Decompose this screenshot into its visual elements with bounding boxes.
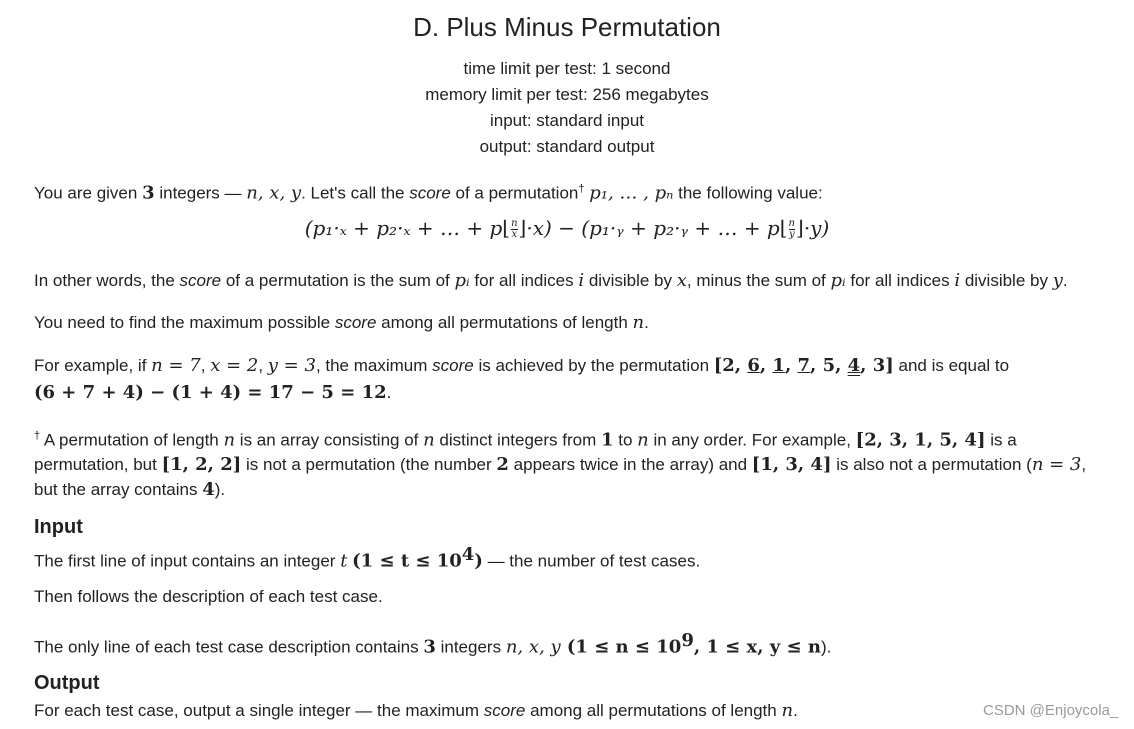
math-array: [2, 3, 1, 5, 4] — [855, 429, 986, 451]
text: for all indices — [845, 271, 955, 290]
math-permutation: p₁, … , pₙ — [589, 182, 674, 204]
text: For example, if — [34, 356, 152, 375]
perm-element: 3 — [872, 355, 886, 376]
math-range: , 1 ≤ x, y ≤ n — [693, 636, 821, 658]
output-line-1 — [34, 698, 954, 723]
text: , minus the sum of — [686, 271, 831, 290]
text: is a permutation, but — [34, 430, 1017, 475]
math-var: n — [632, 312, 645, 333]
score-term: score — [409, 183, 451, 203]
math-expr: x = 2 — [210, 355, 259, 376]
math-number: 2 — [496, 454, 509, 476]
text: You need to find the maximum possible — [34, 313, 335, 332]
formula-minus: − — [551, 216, 582, 240]
floor-fraction: ⌊ $\frac{n}{x}$ ⌋ — [502, 216, 527, 240]
text: . — [1062, 271, 1068, 290]
math-var: pᵢ — [830, 270, 846, 291]
statement-paragraph-3 — [34, 310, 1114, 335]
input-heading: Input — [34, 516, 83, 538]
math-number: 3 — [423, 636, 436, 658]
footnote-mark: † — [578, 183, 585, 195]
formula-left-end: ·x) — [526, 216, 552, 240]
math-range: (1 ≤ t ≤ 10 — [352, 550, 462, 572]
text: ). — [820, 637, 832, 657]
text: distinct integers from — [434, 430, 601, 450]
text: . — [793, 701, 798, 720]
text: The first line of input contains an integer — [34, 551, 341, 571]
text: to — [613, 430, 638, 450]
text: among all permutations of length — [525, 701, 782, 720]
text: You are given — [34, 183, 143, 203]
footnote-mark: † — [34, 430, 41, 442]
math-var: pᵢ — [454, 270, 470, 291]
math-number: 1 — [600, 429, 614, 451]
math-var: i — [578, 270, 585, 291]
text: is an array consisting of — [235, 430, 424, 450]
footnote — [34, 424, 1114, 502]
math-var: y — [1052, 270, 1063, 291]
math-array: [1, 2, 2] — [161, 454, 242, 476]
perm-element: 4 — [847, 355, 861, 376]
example-permutation: [2, 6, 1, 7, 5, 4, 3] — [713, 355, 894, 376]
text: appears twice in the array) and — [508, 455, 752, 475]
example-calculation: (6 + 7 + 4) − (1 + 4) = 17 − 5 = 12 — [34, 382, 387, 403]
math-var: t — [340, 550, 348, 572]
math-var: n — [223, 429, 236, 451]
math-expr: n = 7 — [151, 355, 201, 376]
text: is also not a permutation ( — [831, 455, 1032, 475]
statement-example: For example, if n = 7, x = 2, y = 3, the maximum score is achieved by the permutation [2, 6, 1, 7, 5, 4, 3] and is equal to (6 + 7 + 4) − (1 + 4) = 17 − 5 = 12. — [34, 355, 1010, 403]
text: and is equal to — [893, 356, 1010, 375]
formula-right: (p₁·ᵧ + p₂·ᵧ + … + p — [581, 216, 780, 240]
frac-numerator: n — [788, 218, 795, 229]
text: is achieved by the permutation — [473, 356, 714, 375]
input-line-2: Then follows the description of each test case. — [34, 587, 383, 606]
frac-denominator: x — [511, 229, 518, 240]
math-vars: n, x, y — [505, 636, 561, 658]
frac-numerator: n — [511, 218, 518, 229]
math-close: ) — [474, 550, 483, 572]
math-expr: n = 3 — [1031, 454, 1082, 476]
frac-denominator: y — [788, 229, 795, 240]
text: integers — [435, 637, 506, 657]
watermark: CSDN @Enjoycola_ — [983, 702, 1119, 719]
perm-element: 7 — [797, 355, 811, 376]
math-var: n — [637, 429, 649, 451]
text: ). — [214, 479, 226, 499]
text: — the number of test cases. — [482, 551, 701, 571]
text: , but the array contains — [34, 455, 1087, 499]
math-var: n — [423, 429, 435, 451]
math-vars: n, x, y — [246, 182, 302, 204]
text: is not a permutation (the number — [241, 455, 497, 475]
math-exponent: 4 — [461, 544, 475, 565]
score-term: score — [432, 356, 474, 375]
statement-intro — [34, 177, 1114, 206]
text: integers — — [154, 183, 247, 203]
text: . Let's call the — [301, 183, 410, 203]
text: The only line of each test case description contains — [34, 637, 424, 657]
output-heading: Output — [34, 672, 100, 694]
perm-element: 6 — [747, 355, 760, 376]
text: . — [644, 313, 649, 332]
time-limit: time limit per test: 1 second — [463, 59, 671, 78]
text: A permutation of length — [40, 430, 224, 450]
math-number: 3 — [142, 182, 155, 204]
score-formula — [0, 216, 1134, 240]
text: of a permutation is the sum of — [221, 271, 455, 290]
floor-fraction: ⌊ $\frac{n}{y}$ ⌋ — [779, 216, 804, 240]
formula-left: (p₁·ₓ + p₂·ₓ + … + p — [304, 216, 503, 240]
text: , the maximum — [315, 356, 433, 375]
perm-element: 5 — [822, 355, 836, 376]
text: divisible by — [584, 271, 677, 290]
score-term: score — [179, 271, 222, 290]
math-number: 4 — [202, 478, 215, 500]
input-line-1 — [34, 542, 1114, 574]
math-array: [1, 3, 4] — [751, 454, 832, 476]
perm-element: 1 — [772, 355, 785, 376]
text: the following value: — [673, 183, 823, 203]
memory-limit: memory limit per test: 256 megabytes — [425, 85, 709, 104]
text: for all indices — [469, 271, 579, 290]
math-var: n — [781, 700, 794, 721]
perm-open: [2, — [713, 355, 748, 376]
problem-title: D. Plus Minus Permutation — [413, 12, 721, 42]
score-term: score — [483, 701, 526, 720]
math-exponent: 9 — [681, 630, 694, 651]
statement-paragraph-2 — [34, 268, 1114, 293]
text: In other words, the — [34, 271, 180, 290]
text: in any order. For example, — [648, 430, 856, 450]
text: divisible by — [960, 271, 1053, 290]
math-expr: y = 3 — [267, 355, 316, 376]
text: among all permutations of length — [376, 313, 633, 332]
problem-limits — [0, 56, 1134, 160]
math-range: (1 ≤ n ≤ 10 — [560, 636, 682, 658]
text: of a permutation — [450, 183, 579, 203]
math-var: x — [676, 270, 687, 291]
output-file: output: standard output — [479, 137, 655, 156]
formula-right-end: ·y) — [803, 216, 830, 240]
input-line-3 — [34, 628, 1114, 660]
math-var: i — [954, 270, 961, 291]
score-term: score — [334, 313, 377, 332]
input-file: input: standard input — [489, 111, 645, 130]
text: For each test case, output a single integer — the maximum — [34, 701, 484, 720]
